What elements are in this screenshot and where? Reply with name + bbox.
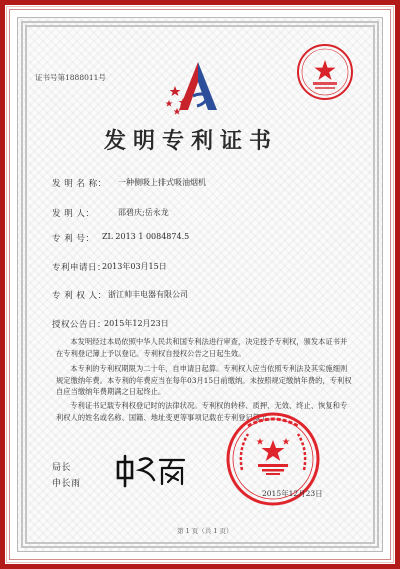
certificate-title: 发明专利证书 — [104, 128, 279, 154]
paragraph-term-and-fees: 本专利的专利权期限为二十年，自申请日起算。专利权人应当依照专利法及其实施细则规定缴纳年费。本专利的年费应当在每年03月15日前缴纳。未按照规定缴纳年费的，专利权自应当缴纳年费期满之日起终止。 — [56, 364, 352, 396]
director-name: 申长雨 — [52, 479, 81, 489]
field-label-patentee: 专 利 权 人： — [52, 291, 107, 301]
field-value-patentee: 浙江帅丰电器有限公司 — [108, 290, 188, 299]
field-value-invention-name: 一种侧吸上排式吸油烟机 — [118, 178, 206, 187]
patent-certificate-seal — [295, 42, 355, 102]
field-label-invention-name: 发 明 名 称： — [52, 179, 107, 189]
field-value-patent-number: ZL 2013 1 0084874.5 — [102, 232, 190, 241]
field-value-inventor: 邵碧庆;岳永龙 — [118, 208, 169, 217]
field-label-patent-number: 专 利 号： — [52, 234, 95, 244]
director-title: 局长 — [52, 463, 72, 473]
certificate-number: 证书号第1888011号 — [35, 73, 106, 82]
field-label-grant-date: 授权公告日： — [52, 320, 107, 330]
director-signature — [112, 452, 190, 488]
paragraph-legal-status: 专利证书记载专利权登记时的法律状况。专利权的转移、质押、无效、终止、恢复和专利权人的姓名或名称、国籍、地址变更等事项记载在专利登记簿上。 — [56, 401, 348, 422]
seal-date: 2015年12月23日 — [262, 489, 323, 498]
field-label-application-date: 专利申请日： — [52, 263, 107, 273]
field-value-application-date: 2013年03月15日 — [102, 262, 167, 271]
patent-office-logo-icon — [165, 58, 231, 116]
page-footer: 第 1 页（共 1 页） — [177, 527, 233, 535]
field-label-inventor: 发 明 人： — [52, 209, 95, 219]
paragraph-grant-notice: 本发明经过本局依照中华人民共和国专利法进行审查，决定授予专利权，颁发本证书并在专利登记簿上予以登记。专利权自授权公告之日起生效。 — [56, 337, 348, 358]
field-value-grant-date: 2015年12月23日 — [104, 319, 169, 328]
